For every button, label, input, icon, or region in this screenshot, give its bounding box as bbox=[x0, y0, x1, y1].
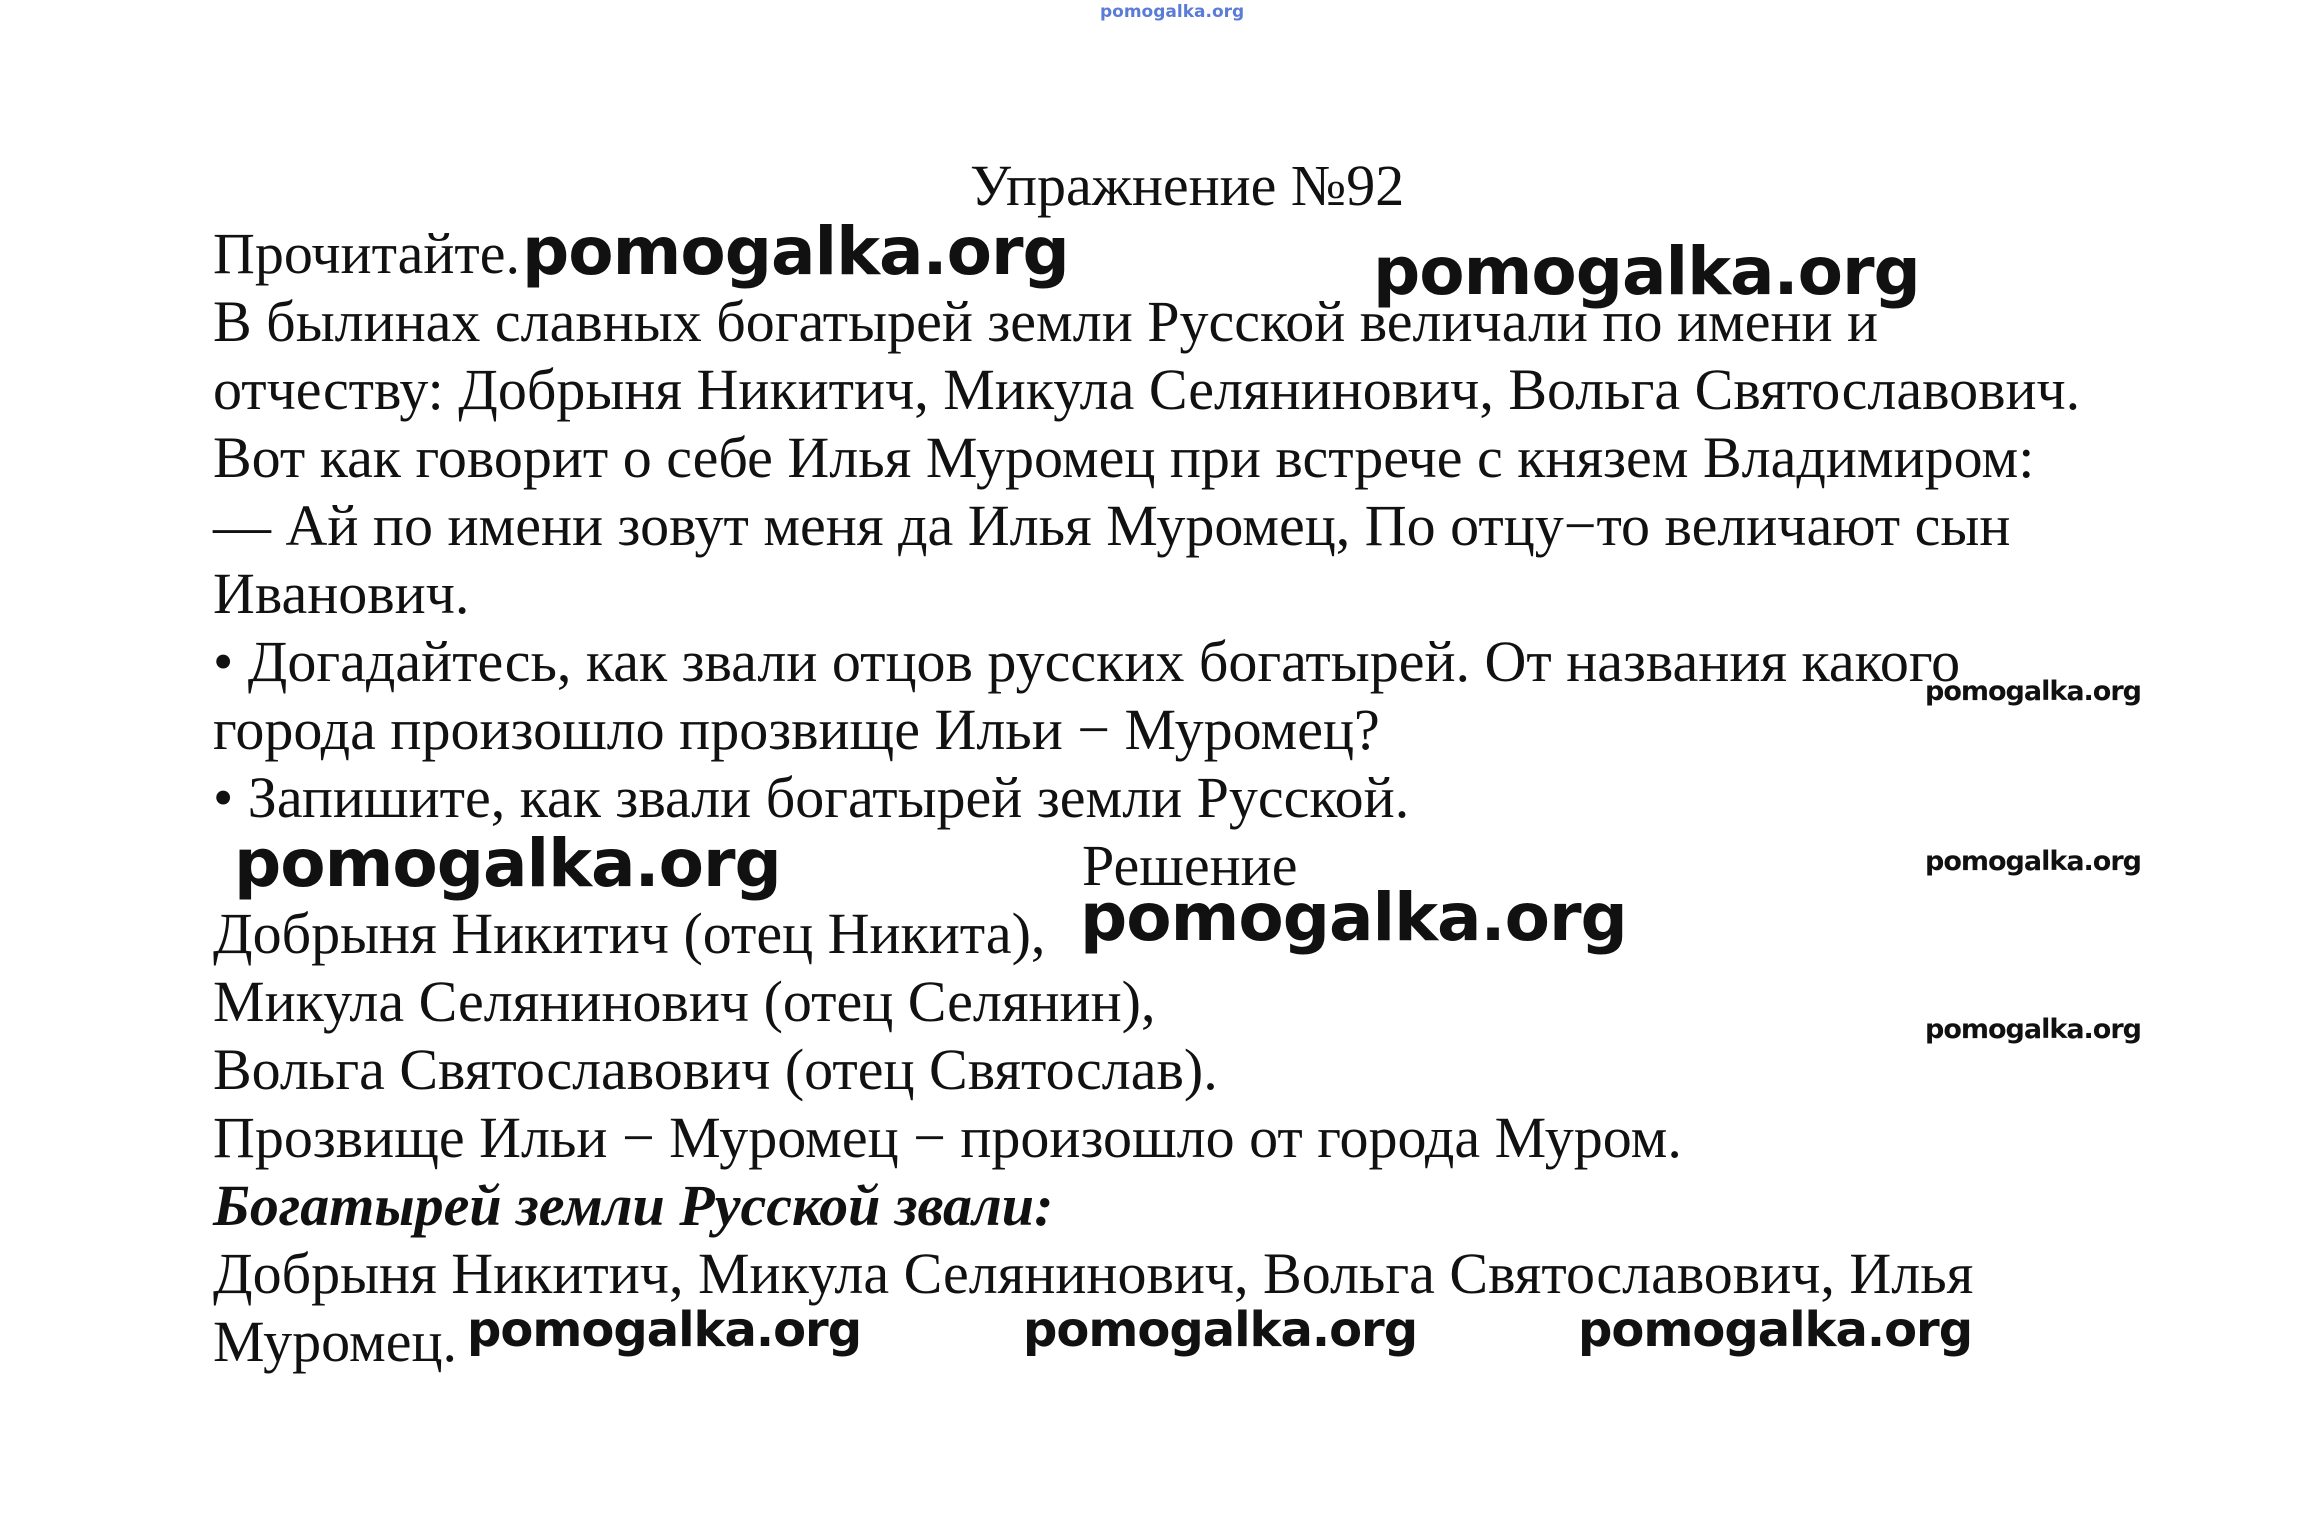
task-line: отчеству: Добрыня Никитич, Микула Селянинович, Вольга Святославович. bbox=[213, 357, 2081, 422]
solution-line: Микула Селянинович (отец Селянин), bbox=[213, 969, 1156, 1034]
solution-line: Прозвище Ильи − Муромец − произошло от города Муром. bbox=[213, 1105, 1682, 1170]
task-line: Иванович. bbox=[213, 561, 470, 626]
solution-line: Добрыня Никитич (отец Никита), bbox=[213, 901, 1046, 966]
task-bullet: • Запишите, как звали богатырей земли Русской. bbox=[213, 765, 1410, 830]
watermark: pomogalka.org bbox=[1080, 879, 1627, 956]
top-watermark: pomogalka.org bbox=[1100, 2, 1245, 22]
watermark: pomogalka.org bbox=[1925, 676, 2141, 707]
task-prompt: Прочитайте. bbox=[213, 221, 521, 286]
task-line: Вот как говорит о себе Илья Муромец при встрече с князем Владимиром: bbox=[213, 425, 2035, 490]
answer-line: Добрыня Никитич, Микула Селянинович, Вольга Святославович, Илья bbox=[213, 1241, 1974, 1306]
watermark: pomogalka.org bbox=[522, 213, 1069, 290]
watermark: pomogalka.org bbox=[1578, 1302, 1973, 1358]
task-bullet: • Догадайтесь, как звали отцов русских богатырей. От названия какого bbox=[213, 629, 1961, 694]
watermark: pomogalka.org bbox=[1373, 233, 1920, 310]
solution-heading: Решение bbox=[1082, 833, 1298, 898]
watermark: pomogalka.org bbox=[467, 1302, 862, 1358]
task-line: города произошло прозвище Ильи − Муромец? bbox=[213, 697, 1380, 762]
answer-heading: Богатырей земли Русской звали: bbox=[213, 1173, 1054, 1238]
watermark: pomogalka.org bbox=[1925, 1014, 2141, 1045]
page-title: Упражнение №92 bbox=[970, 153, 1405, 218]
watermark: pomogalka.org bbox=[234, 825, 781, 902]
task-line: В былинах славных богатырей земли Русской величали по имени и bbox=[213, 289, 1879, 354]
watermark: pomogalka.org bbox=[1023, 1302, 1418, 1358]
task-line: — Ай по имени зовут меня да Илья Муромец, По отцу−то величают сын bbox=[213, 493, 2011, 558]
solution-line: Вольга Святославович (отец Святослав). bbox=[213, 1037, 1218, 1102]
watermark: pomogalka.org bbox=[1925, 846, 2141, 877]
answer-line: Муромец. bbox=[213, 1309, 458, 1374]
